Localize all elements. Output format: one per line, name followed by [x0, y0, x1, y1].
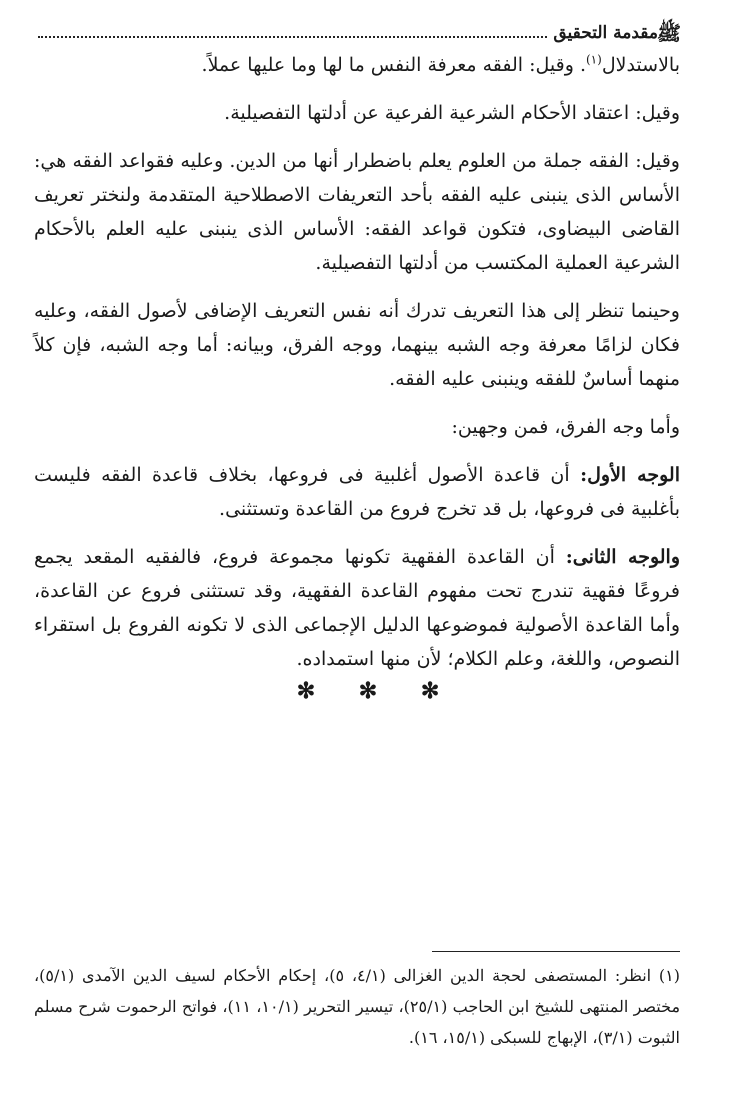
paragraph-7-lead: والوجه الثانى:: [565, 546, 681, 568]
body-text: [34, 48, 680, 690]
paragraph-6-lead: الوجه الأول:: [580, 464, 680, 486]
paragraph-6-text: أن قاعدة الأصول أغلبية فى فروعها، بخلاف قاعدة الفقه فليست بأغلبية فى فروعها، بل قد تخرج فروع من القاعدة وتستثنى.: [34, 464, 680, 520]
header-title: مقدمة التحقيق: [553, 23, 658, 43]
paragraph-7-text: أن القاعدة الفقهية تكونها مجموعة فروع، فالفقيه المقعد يجمع فروعًا فقهية تندرج تحت مفهوم القاعدة الفقهية، وقد تستثنى فروع عن القاعدة، وأما القاعدة الأصولية فموضوعها الدليل الإجماعى الذى لا تكونه الفروع بل استقراء النصوص، واللغة، وعلم الكلام؛ لأن منها استمداده.: [34, 546, 680, 670]
paragraph-1-end: . وقيل: الفقه معرفة النفس ما لها وما عليها عملاً.: [201, 54, 586, 76]
paragraph-4: وحينما تنظر إلى هذا التعريف تدرك أنه نفس التعريف الإضافى لأصول الفقه، وعليه فكان لزامًا معرفة وجه الشبه بينهما، ووجه الفرق، وبيانه: أما وجه الشبه، فإن كلاً منهما أساسٌ للفقه وينبنى عليه الفقه.: [34, 300, 680, 390]
header-dotted-leader: [38, 36, 547, 38]
footnote-1: (١) انظر: المستصفى لحجة الدين الغزالى (٤/١، ٥)، إحكام الأحكام لسيف الدين الآمدى (٥/١)، مختصر المنتهى للشيخ ابن الحاجب (٢٥/١)، تيسير التحرير (١٠/١، ١١)، فواتح الرحموت شرح مسلم الثبوت (٣/١)، الإبهاج للسبكى (١٥/١، ١٦).: [34, 966, 681, 1047]
paragraph-7: [34, 540, 680, 676]
paragraph-1-start: بالاستدلال: [601, 54, 680, 76]
paragraph-5: وأما وجه الفرق، فمن وجهين:: [451, 416, 680, 438]
paragraph-3: وقيل: الفقه جملة من العلوم يعلم باضطرار أنها من الدين. وعليه فقواعد الفقه هي: الأساس الذى ينبنى عليه الفقه بأحد التعريفات الاصطلاحية المتقدمة ولنختر تعريف القاضى البيضاوى، فتكون قواعد الفقه: الأساس الذى ينبنى عليه العلم بالأحكام الشرعية العملية المكتسب من أدلتها التفصيلية.: [34, 150, 680, 274]
section-separator: ✻ ✻ ✻: [296, 678, 458, 704]
paragraph-2: وقيل: اعتقاد الأحكام الشرعية الفرعية عن أدلتها التفصيلية.: [224, 102, 680, 124]
footnotes: [34, 960, 680, 1053]
footnote-ref-1[interactable]: (١): [585, 52, 602, 67]
paragraph-1: [34, 48, 680, 82]
ornament-icon: ﷺ: [656, 21, 682, 45]
paragraph-6: [34, 458, 680, 526]
footnote-rule: [432, 951, 680, 952]
running-header: [34, 16, 680, 44]
